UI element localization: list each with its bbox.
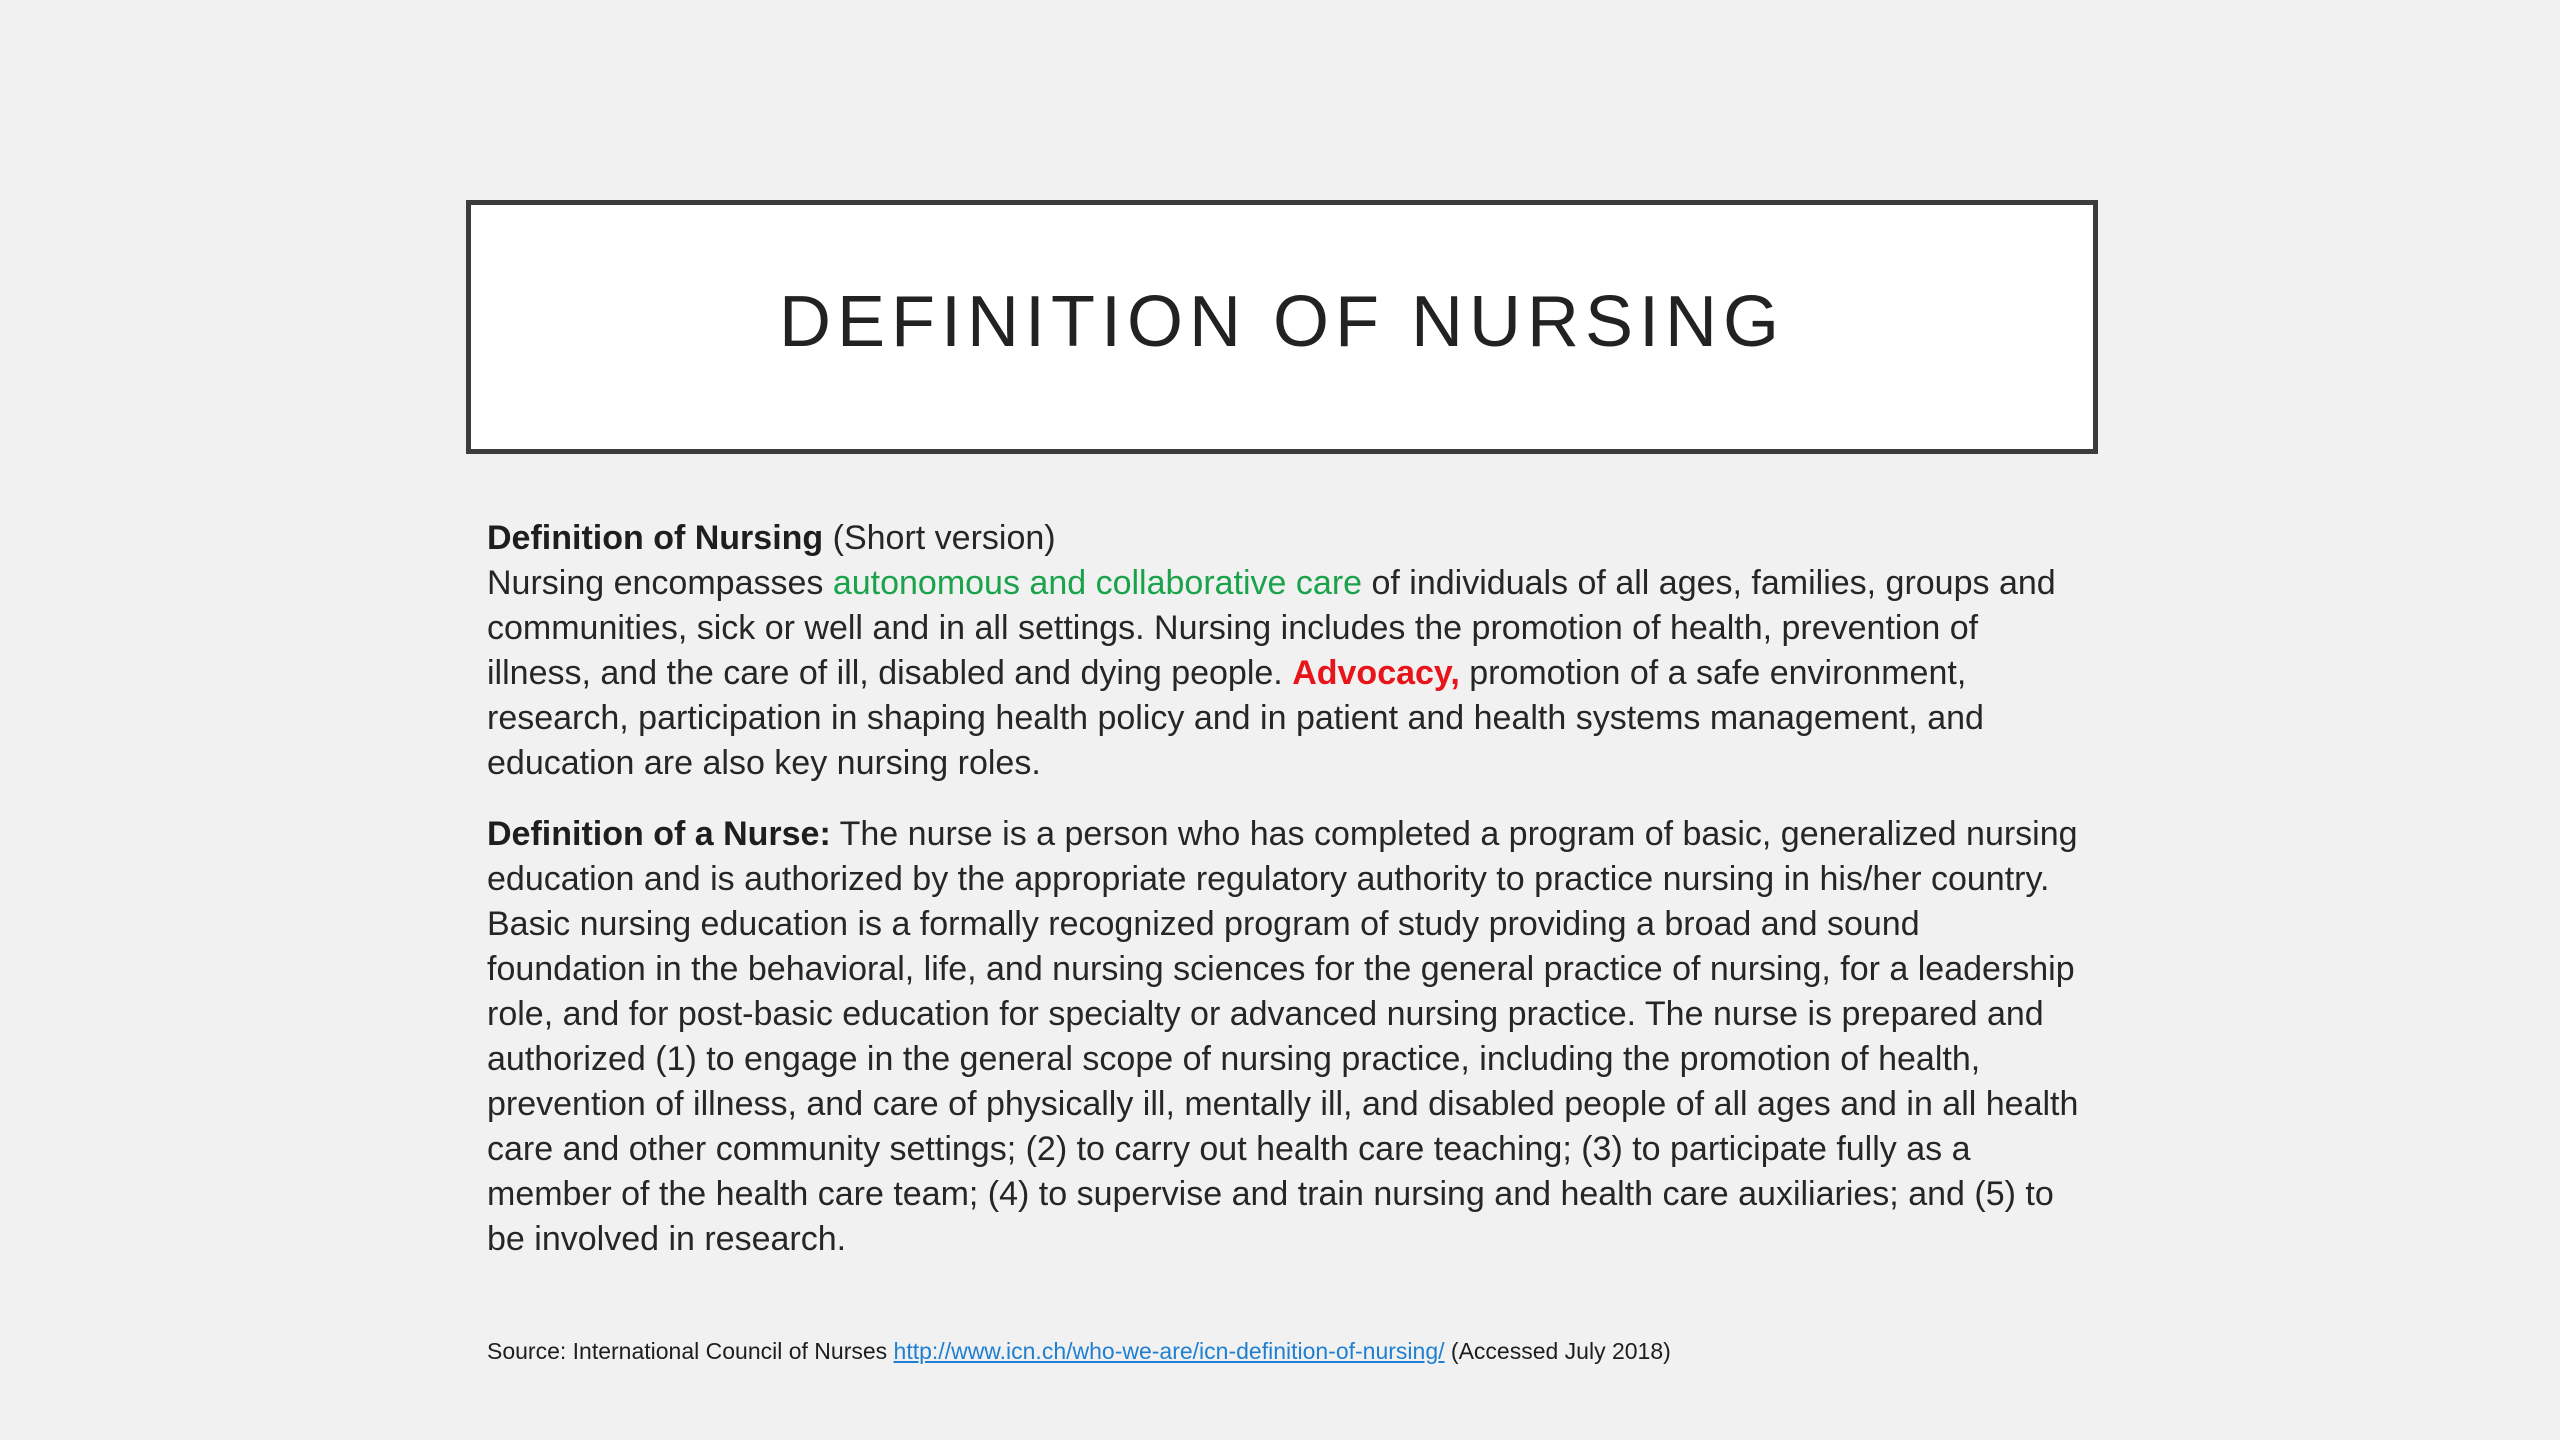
slide-title-box	[466, 200, 2098, 454]
nursing-definition-heading-note: (Short version)	[823, 519, 1056, 557]
nursing-definition-paragraph	[487, 516, 2087, 786]
nurse-definition-heading: Definition of a Nurse:	[487, 815, 831, 853]
nursing-definition-green-highlight: autonomous and collaborative care	[832, 564, 1363, 602]
slide-title: DEFINITION OF NURSING	[779, 282, 1785, 362]
nursing-definition-text-3: promotion of a safe environment, research, participation in shaping health policy and in patient and health systems management, and education are also key nursing roles.	[487, 654, 1984, 782]
nursing-definition-red-highlight: Advocacy,	[1292, 654, 1460, 692]
nursing-definition-text-1: Nursing encompasses	[487, 564, 833, 602]
slide-content	[487, 516, 2087, 1262]
nursing-definition-heading: Definition of Nursing	[487, 519, 824, 557]
nurse-definition-text: The nurse is a person who has completed a program of basic, generalized nursing education and is authorized by the appropriate regulatory authority to practice nursing in his/her country. Basic nursing education is a formally recognized program of study providing a broad and sound foundation in the behavioral, life, and nursing sciences for the general practice of nursing, for a leadership role, and for post-basic education for specialty or advanced nursing practice. The nurse is prepared and authorized (1) to engage in the general scope of nursing practice, including the promotion of health, prevention of illness, and care of physically ill, mentally ill, and disabled people of all ages and in all health care and other community settings; (2) to carry out health care teaching; (3) to participate fully as a member of the health care team; (4) to supervise and train nursing and health care auxiliaries; and (5) to be involved in research.	[487, 815, 2079, 1258]
nurse-definition-paragraph	[487, 812, 2087, 1262]
source-prefix: Source: International Council of Nurses	[487, 1338, 894, 1364]
source-citation	[487, 1338, 1671, 1365]
nursing-definition-text-2: of individuals of all ages, families, groups and communities, sick or well and in all settings. Nursing includes the promotion of health, prevention of illness, and the care of ill, disabled and dying people.	[487, 564, 2056, 692]
source-link[interactable]: http://www.icn.ch/who-we-are/icn-definition-of-nursing/	[893, 1338, 1445, 1364]
source-suffix: (Accessed July 2018)	[1444, 1338, 1671, 1364]
